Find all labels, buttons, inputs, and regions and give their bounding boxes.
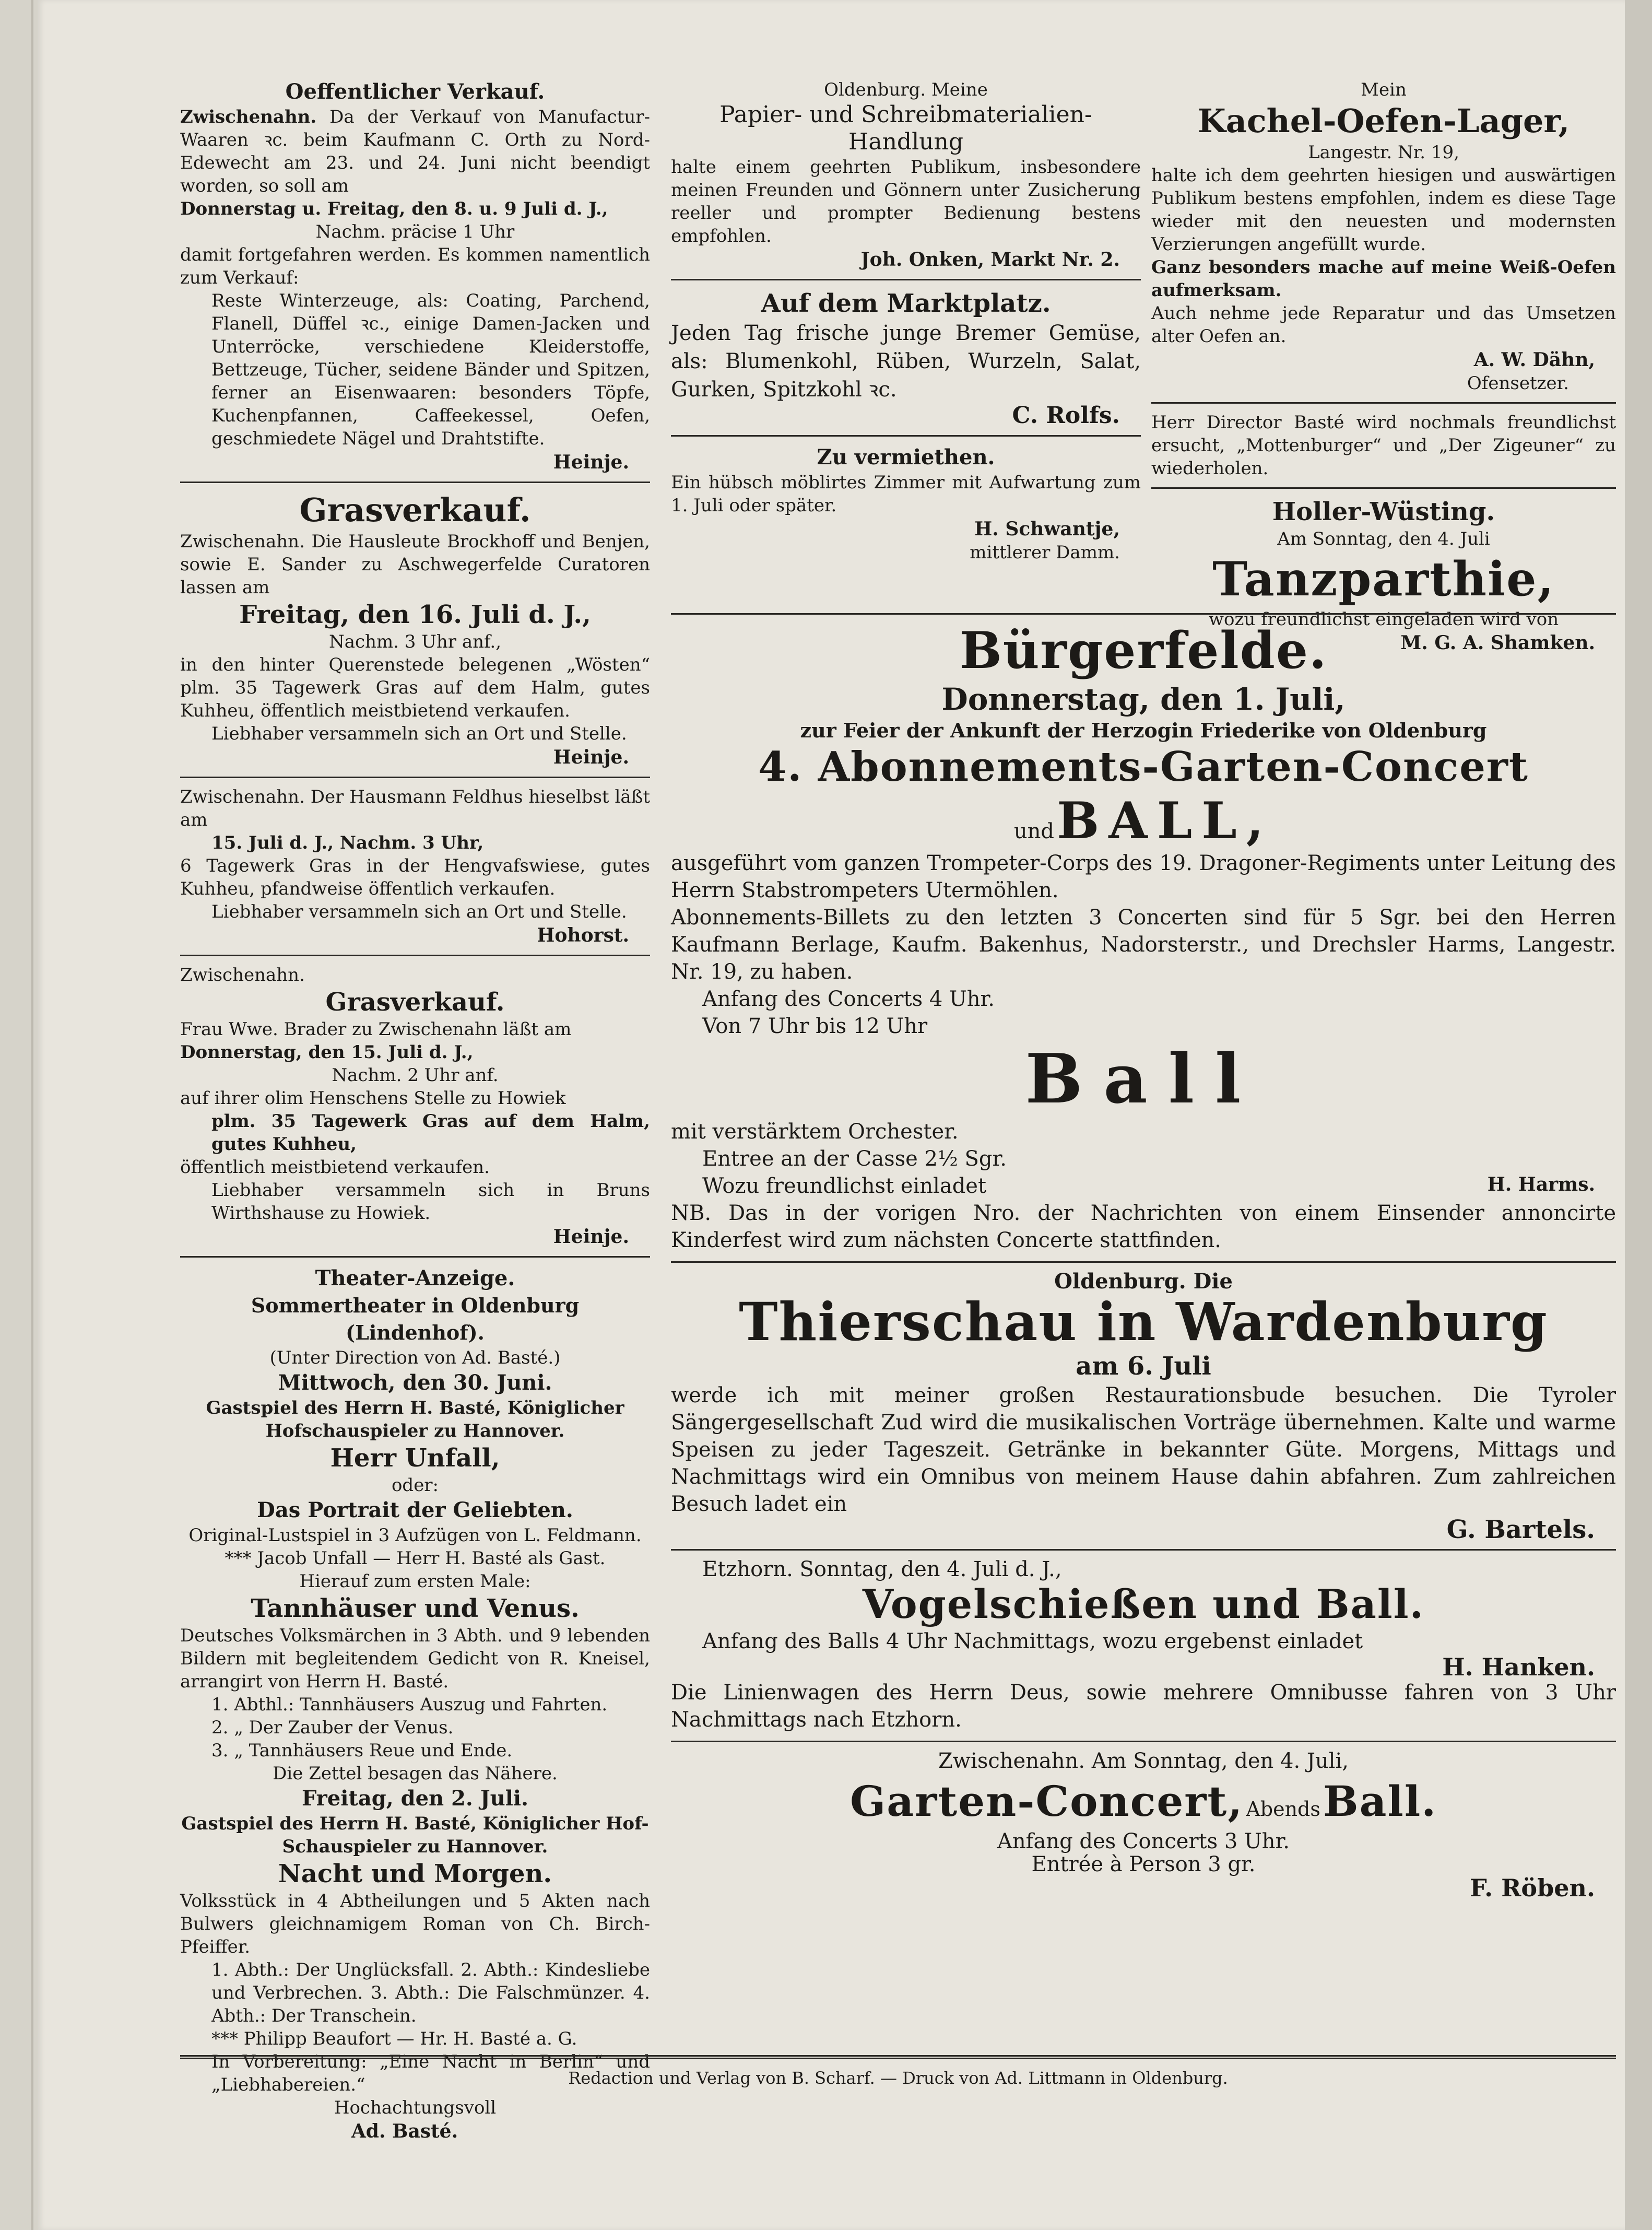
- ad-signature: A. W. Dähn,: [1473, 349, 1595, 371]
- ad-body: Auch nehme jede Reparatur und das Umsetzen alter Oefen an.: [1151, 303, 1616, 347]
- ad-signature: H. Schwantje,: [974, 518, 1120, 540]
- event-signature: H. Harms.: [1487, 1173, 1595, 1195]
- ad-signature: Heinje.: [553, 746, 629, 768]
- footer-imprint: Redaction und Verlag von B. Scharf. — Druck von Ad. Littmann in Oldenburg.: [568, 2068, 1228, 2088]
- ad-event: Tanzparthie,: [1212, 551, 1555, 607]
- ad-signature-title: Ofensetzer.: [1467, 373, 1569, 394]
- ad-body: Da der Verkauf von Manufactur-Waaren ꝛc. beim Kaufmann C. Orth zu Nord-Edewecht am 23. und 24. Juni nicht beendigt worden, so soll am: [180, 107, 650, 196]
- event-ball-large: Ball: [1025, 1039, 1262, 1119]
- event-body: ausgeführt vom ganzen Trompeter-Corps des 19. Dragoner-Regiments unter Leitung des Herrn Stabstrompeters Utermöhlen.: [671, 851, 1616, 902]
- ad-signature: G. Bartels.: [1446, 1515, 1595, 1544]
- ad-date: Am Sonntag, den 4. Juli: [1277, 529, 1490, 549]
- ad-body: halte einem geehrten Publikum, insbesondere meinen Freunden und Gönnern unter Zusicherung reeller und prompter Bedienung bestens empfohlen.: [671, 157, 1141, 247]
- theater-signature: Ad. Basté.: [351, 2120, 458, 2142]
- ad-emphasis: Ganz besonders mache auf meine Weiß-Oefen aufmerksam.: [1151, 257, 1616, 301]
- ad-title: Zu vermiethen.: [817, 445, 995, 470]
- ad-body: Die Linienwagen des Herrn Deus, sowie mehrere Omnibusse fahren von 3 Uhr Nachmittags nach Etzhorn.: [671, 1681, 1616, 1732]
- ad-marktplatz: [671, 288, 1141, 428]
- divider: [180, 482, 650, 483]
- ad-body: damit fortgefahren werden. Es kommen namentlich zum Verkauf:: [180, 244, 650, 288]
- ad-body: Herr Director Basté wird nochmals freundlichst ersucht, „Mottenburger“ und „Der Zigeuner“ zu wiederholen.: [1151, 412, 1616, 479]
- ad-signature: Heinje.: [553, 451, 629, 473]
- ad-start: Anfang des Concerts 3 Uhr.: [997, 1829, 1290, 1853]
- theater-oder: oder:: [391, 1475, 439, 1496]
- ad-time: Nachm. 3 Uhr anf.,: [328, 631, 502, 652]
- divider: [180, 955, 650, 956]
- ad-body: Liebhaber versammeln sich an Ort und Stelle.: [211, 723, 627, 744]
- theater-preview: In Vorbereitung: „Eine Nacht in Berlin“ und „Liebhabereien.“: [211, 2051, 650, 2095]
- ad-signature: Heinje.: [553, 1226, 629, 1248]
- ad-grasverkauf-2: [180, 785, 650, 947]
- ad-vermiethen: [671, 444, 1141, 564]
- ad-entry: Entrée à Person 3 gr.: [1031, 1852, 1256, 1876]
- ad-intro: Zwischenahn. Am Sonntag, den 4. Juli,: [938, 1749, 1349, 1773]
- ad-body: plm. 35 Tagewerk Gras auf dem Halm, gutes Kuhheu,: [211, 1111, 650, 1155]
- divider: [671, 435, 1141, 437]
- divider: [671, 1261, 1616, 1263]
- theater-guest: Gastspiel des Herrn H. Basté, Königlicher Hofschauspieler zu Hannover.: [206, 1398, 624, 1441]
- theater-subtitle: Sommertheater in Oldenburg (Lindenhof).: [251, 1294, 580, 1344]
- ad-abends: Abends: [1246, 1798, 1320, 1821]
- event-concert: 4. Abonnements-Garten-Concert: [758, 743, 1529, 791]
- ad-address: Langestr. Nr. 19,: [1308, 142, 1459, 163]
- ad-title: Holler-Wüsting.: [1272, 497, 1495, 526]
- ad-ball: Ball.: [1323, 1777, 1437, 1826]
- theater-direction: (Unter Direction von Ad. Basté.): [269, 1347, 561, 1368]
- ad-title: Garten-Concert,: [849, 1777, 1244, 1826]
- ad-signature: H. Hanken.: [1442, 1653, 1595, 1681]
- theater-note: Die Zettel besagen das Nähere.: [273, 1763, 558, 1784]
- ad-body: Liebhaber versammeln sich an Ort und Stelle.: [211, 901, 627, 922]
- theater-desc: Original-Lustspiel in 3 Aufzügen von L. Feldmann.: [188, 1525, 642, 1546]
- event-ball: BALL,: [1057, 791, 1273, 850]
- ad-kachel-oefen: [1151, 78, 1616, 395]
- divider: [671, 613, 1616, 615]
- ad-body: Zwischenahn. Die Hausleute Brockhoff und Benjen, sowie E. Sander zu Aschwegerfelde Curatoren lassen am: [180, 531, 650, 598]
- ad-title: Thierschau in Wardenburg: [739, 1291, 1548, 1353]
- divider: [671, 1549, 1616, 1551]
- ad-date: 15. Juli d. J., Nachm. 3 Uhr,: [211, 832, 484, 853]
- event-body: Abonnements-Billets zu den letzten 3 Concerten sind für 5 Sgr. bei den Herren Kaufmann Berlage, Kaufm. Bakenhus, Nadorsterstr., und Drechsler Harms, Langestr. Nr. 19, zu haben.: [671, 906, 1616, 984]
- event-invite: Wozu freundlichst einladet: [702, 1174, 987, 1198]
- ad-intro: Etzhorn. Sonntag, den 4. Juli d. J.,: [702, 1557, 1062, 1581]
- column-middle: [671, 78, 1141, 564]
- theater-play: Tannhäuser und Venus.: [251, 1594, 580, 1623]
- ad-lead: Zwischenahn.: [180, 107, 317, 127]
- ad-signature-addr: mittlerer Damm.: [970, 542, 1120, 563]
- ad-body: 6 Tagewerk Gras in der Hengvafswiese, gutes Kuhheu, pfandweise öffentlich verkaufen.: [180, 855, 650, 899]
- event-orchestra: mit verstärktem Orchester.: [671, 1120, 959, 1144]
- ad-wardenburg: [671, 1270, 1616, 1542]
- ad-time: Nachm. 2 Uhr anf.: [332, 1065, 499, 1086]
- ad-place: Oldenburg. Meine: [824, 79, 988, 100]
- theater-play: Herr Unfall,: [330, 1443, 500, 1473]
- divider: [671, 279, 1141, 280]
- divider: [671, 1741, 1616, 1742]
- ad-body: in den hinter Querenstede belegenen „Wösten“ plm. 35 Tagewerk Gras auf dem Halm, gutes Kuhheu, öffentlich meistbietend verkaufen.: [180, 654, 650, 721]
- theater-guest: Gastspiel des Herrn H. Basté, Königlicher Hof-Schauspieler zu Hannover.: [181, 1813, 649, 1857]
- event-occasion: zur Feier der Ankunft der Herzogin Friederike von Oldenburg: [800, 719, 1487, 742]
- ad-buergerfelde: [671, 606, 1616, 1900]
- event-time: Von 7 Uhr bis 12 Uhr: [702, 1014, 928, 1038]
- event-date: Donnerstag, den 1. Juli,: [941, 682, 1346, 717]
- theater-title: Theater-Anzeige.: [315, 1266, 515, 1290]
- ad-onken: [671, 78, 1141, 272]
- theater-act: 2. „ Der Zauber der Venus.: [211, 1717, 454, 1738]
- theater-act: 3. „ Tannhäusers Reue und Ende.: [211, 1740, 513, 1761]
- ad-date: Donnerstag u. Freitag, den 8. u. 9 Juli d. J.,: [180, 198, 608, 219]
- theater-date: Mittwoch, den 30. Juni.: [278, 1370, 552, 1395]
- ad-title: Grasverkauf.: [299, 491, 531, 529]
- ad-place: Zwischenahn.: [180, 965, 305, 985]
- column-right: [1151, 78, 1616, 655]
- theater-intro: Hierauf zum ersten Male:: [299, 1571, 531, 1592]
- theater-date: Freitag, den 2. Juli.: [301, 1786, 529, 1811]
- ad-body: auf ihrer olim Henschens Stelle zu Howiek: [180, 1088, 566, 1109]
- theater-act: 1. Abthl.: Tannhäusers Auszug und Fahrten.: [211, 1694, 608, 1715]
- theater-cast: *** Philipp Beaufort — Hr. H. Basté a. G.: [211, 2028, 577, 2049]
- event-entry: Entree an der Casse 2½ Sgr.: [702, 1147, 1007, 1171]
- page-edge: [0, 0, 38, 2230]
- ad-body: öffentlich meistbietend verkaufen.: [180, 1157, 490, 1178]
- divider: [1151, 402, 1616, 404]
- theater-acts: 1. Abth.: Der Unglücksfall. 2. Abth.: Kindesliebe und Verbrechen. 3. Abth.: Die Falschmünzer. 4. Abth.: Der Transchein.: [211, 1959, 650, 2026]
- theater-cast: *** Jacob Unfall — Herr H. Basté als Gast.: [225, 1548, 606, 1569]
- ad-body: Jeden Tag frische junge Bremer Gemüse, als: Blumenkohl, Rüben, Wurzeln, Salat, Gurken, Spitzkohl ꝛc.: [671, 321, 1141, 402]
- ad-body: werde ich mit meiner großen Restaurationsbude besuchen. Die Tyroler Sängergesellschaft Zud wird die musikalischen Vorträge übernehmen. Kalte und warme Speisen zu jeder Tageszeit. Getränke in bekannter Güte. Morgens, Mittags und Nachmittags wird ein Omnibus von meinem Hause dahin abfahren. Zum zahlreichen Besuch ladet ein: [671, 1383, 1616, 1516]
- ad-date: Freitag, den 16. Juli d. J.,: [239, 600, 591, 629]
- event-start: Anfang des Concerts 4 Uhr.: [702, 987, 995, 1011]
- theater-play: Nacht und Morgen.: [278, 1859, 552, 1888]
- ad-baste-request: [1151, 411, 1616, 480]
- footer-rule: [180, 2055, 1616, 2059]
- column-left: [180, 78, 650, 2143]
- theater-desc: Volksstück in 4 Abtheilungen und 5 Akten nach Bulwers gleichnamigem Roman von Ch. Birch-Pfeiffer.: [180, 1891, 650, 1957]
- theater-play: Das Portrait der Geliebten.: [257, 1498, 573, 1522]
- ad-title: Vogelschießen und Ball.: [862, 1581, 1425, 1627]
- ad-zwischenahn-concert: [671, 1750, 1616, 1900]
- ad-body: Zwischenahn. Der Hausmann Feldhus hieselbst läßt am: [180, 787, 650, 830]
- ad-grasverkauf-1: [180, 490, 650, 769]
- ad-grasverkauf-3: [180, 964, 650, 1249]
- ad-title: Grasverkauf.: [325, 988, 505, 1017]
- ad-body: Reste Winterzeuge, als: Coating, Parchend, Flanell, Düffel ꝛc., einige Damen-Jacken und Unterröcke, verschiedene Kleiderstoffe, Bettzeuge, Tücher, seidene Bänder und Spitzen, ferner an Eisenwaaren: besonders Töpfe, Kuchenpfannen, Caffeekessel, Oefen, geschmiedete Nägel und Drahtstifte.: [211, 290, 650, 449]
- event-note: NB. Das in der vorigen Nro. der Nachrichten von einem Einsender annoncirte Kinderfest wird zum nächsten Concerte stattfinden.: [671, 1201, 1616, 1252]
- divider: [180, 777, 650, 778]
- ad-title: Oeffentlicher Verkauf.: [285, 79, 545, 104]
- ad-place: Oldenburg. Die: [1054, 1269, 1233, 1294]
- ad-body: wozu freundlichst eingeladen wird von: [1208, 609, 1559, 630]
- ad-pre: Mein: [1361, 79, 1407, 100]
- ad-signature: Joh. Onken, Markt Nr. 2.: [860, 249, 1120, 271]
- ad-theater: [180, 1265, 650, 2143]
- ad-signature: Hohorst.: [537, 924, 629, 946]
- divider: [1151, 487, 1616, 489]
- ad-signature: C. Rolfs.: [1012, 402, 1120, 429]
- ad-signature: M. G. A. Shamken.: [1400, 632, 1595, 654]
- divider: [180, 1256, 650, 1258]
- ad-etzhorn: [671, 1558, 1616, 1733]
- ad-body: halte ich dem geehrten hiesigen und auswärtigen Publikum bestens empfohlen, indem es diese Tage wieder mit den neuesten und modernsten Verzierungen angefüllt wurde.: [1151, 165, 1616, 255]
- ad-title: Papier- und Schreibmaterialien-Handlung: [719, 101, 1092, 155]
- ad-signature: F. Röben.: [1470, 1874, 1595, 1902]
- theater-closing: Hochachtungsvoll: [334, 2097, 497, 2118]
- event-und: und: [1013, 819, 1054, 843]
- ad-title: Auf dem Marktplatz.: [761, 289, 1051, 318]
- ad-oeffentlicher-verkauf: [180, 78, 650, 474]
- ad-body: Liebhaber versammeln sich in Bruns Wirthshause zu Howiek.: [211, 1180, 650, 1224]
- ad-body: Ein hübsch möblirtes Zimmer mit Aufwartung zum 1. Juli oder später.: [671, 472, 1141, 516]
- event-title: Bürgerfelde.: [959, 621, 1328, 680]
- ad-time: Nachm. präcise 1 Uhr: [315, 221, 515, 242]
- ad-title: Kachel-Oefen-Lager,: [1197, 102, 1570, 140]
- theater-desc: Deutsches Volksmärchen in 3 Abth. und 9 lebenden Bildern mit begleitendem Gedicht von R. Kneisel, arrangirt von Herrn H. Basté.: [180, 1625, 650, 1692]
- ad-date: Donnerstag, den 15. Juli d. J.,: [180, 1042, 474, 1063]
- ad-body: Frau Wwe. Brader zu Zwischenahn läßt am: [180, 1019, 572, 1040]
- ad-date: am 6. Juli: [1076, 1352, 1211, 1381]
- ad-body: Anfang des Balls 4 Uhr Nachmittags, wozu ergebenst einladet: [702, 1629, 1363, 1653]
